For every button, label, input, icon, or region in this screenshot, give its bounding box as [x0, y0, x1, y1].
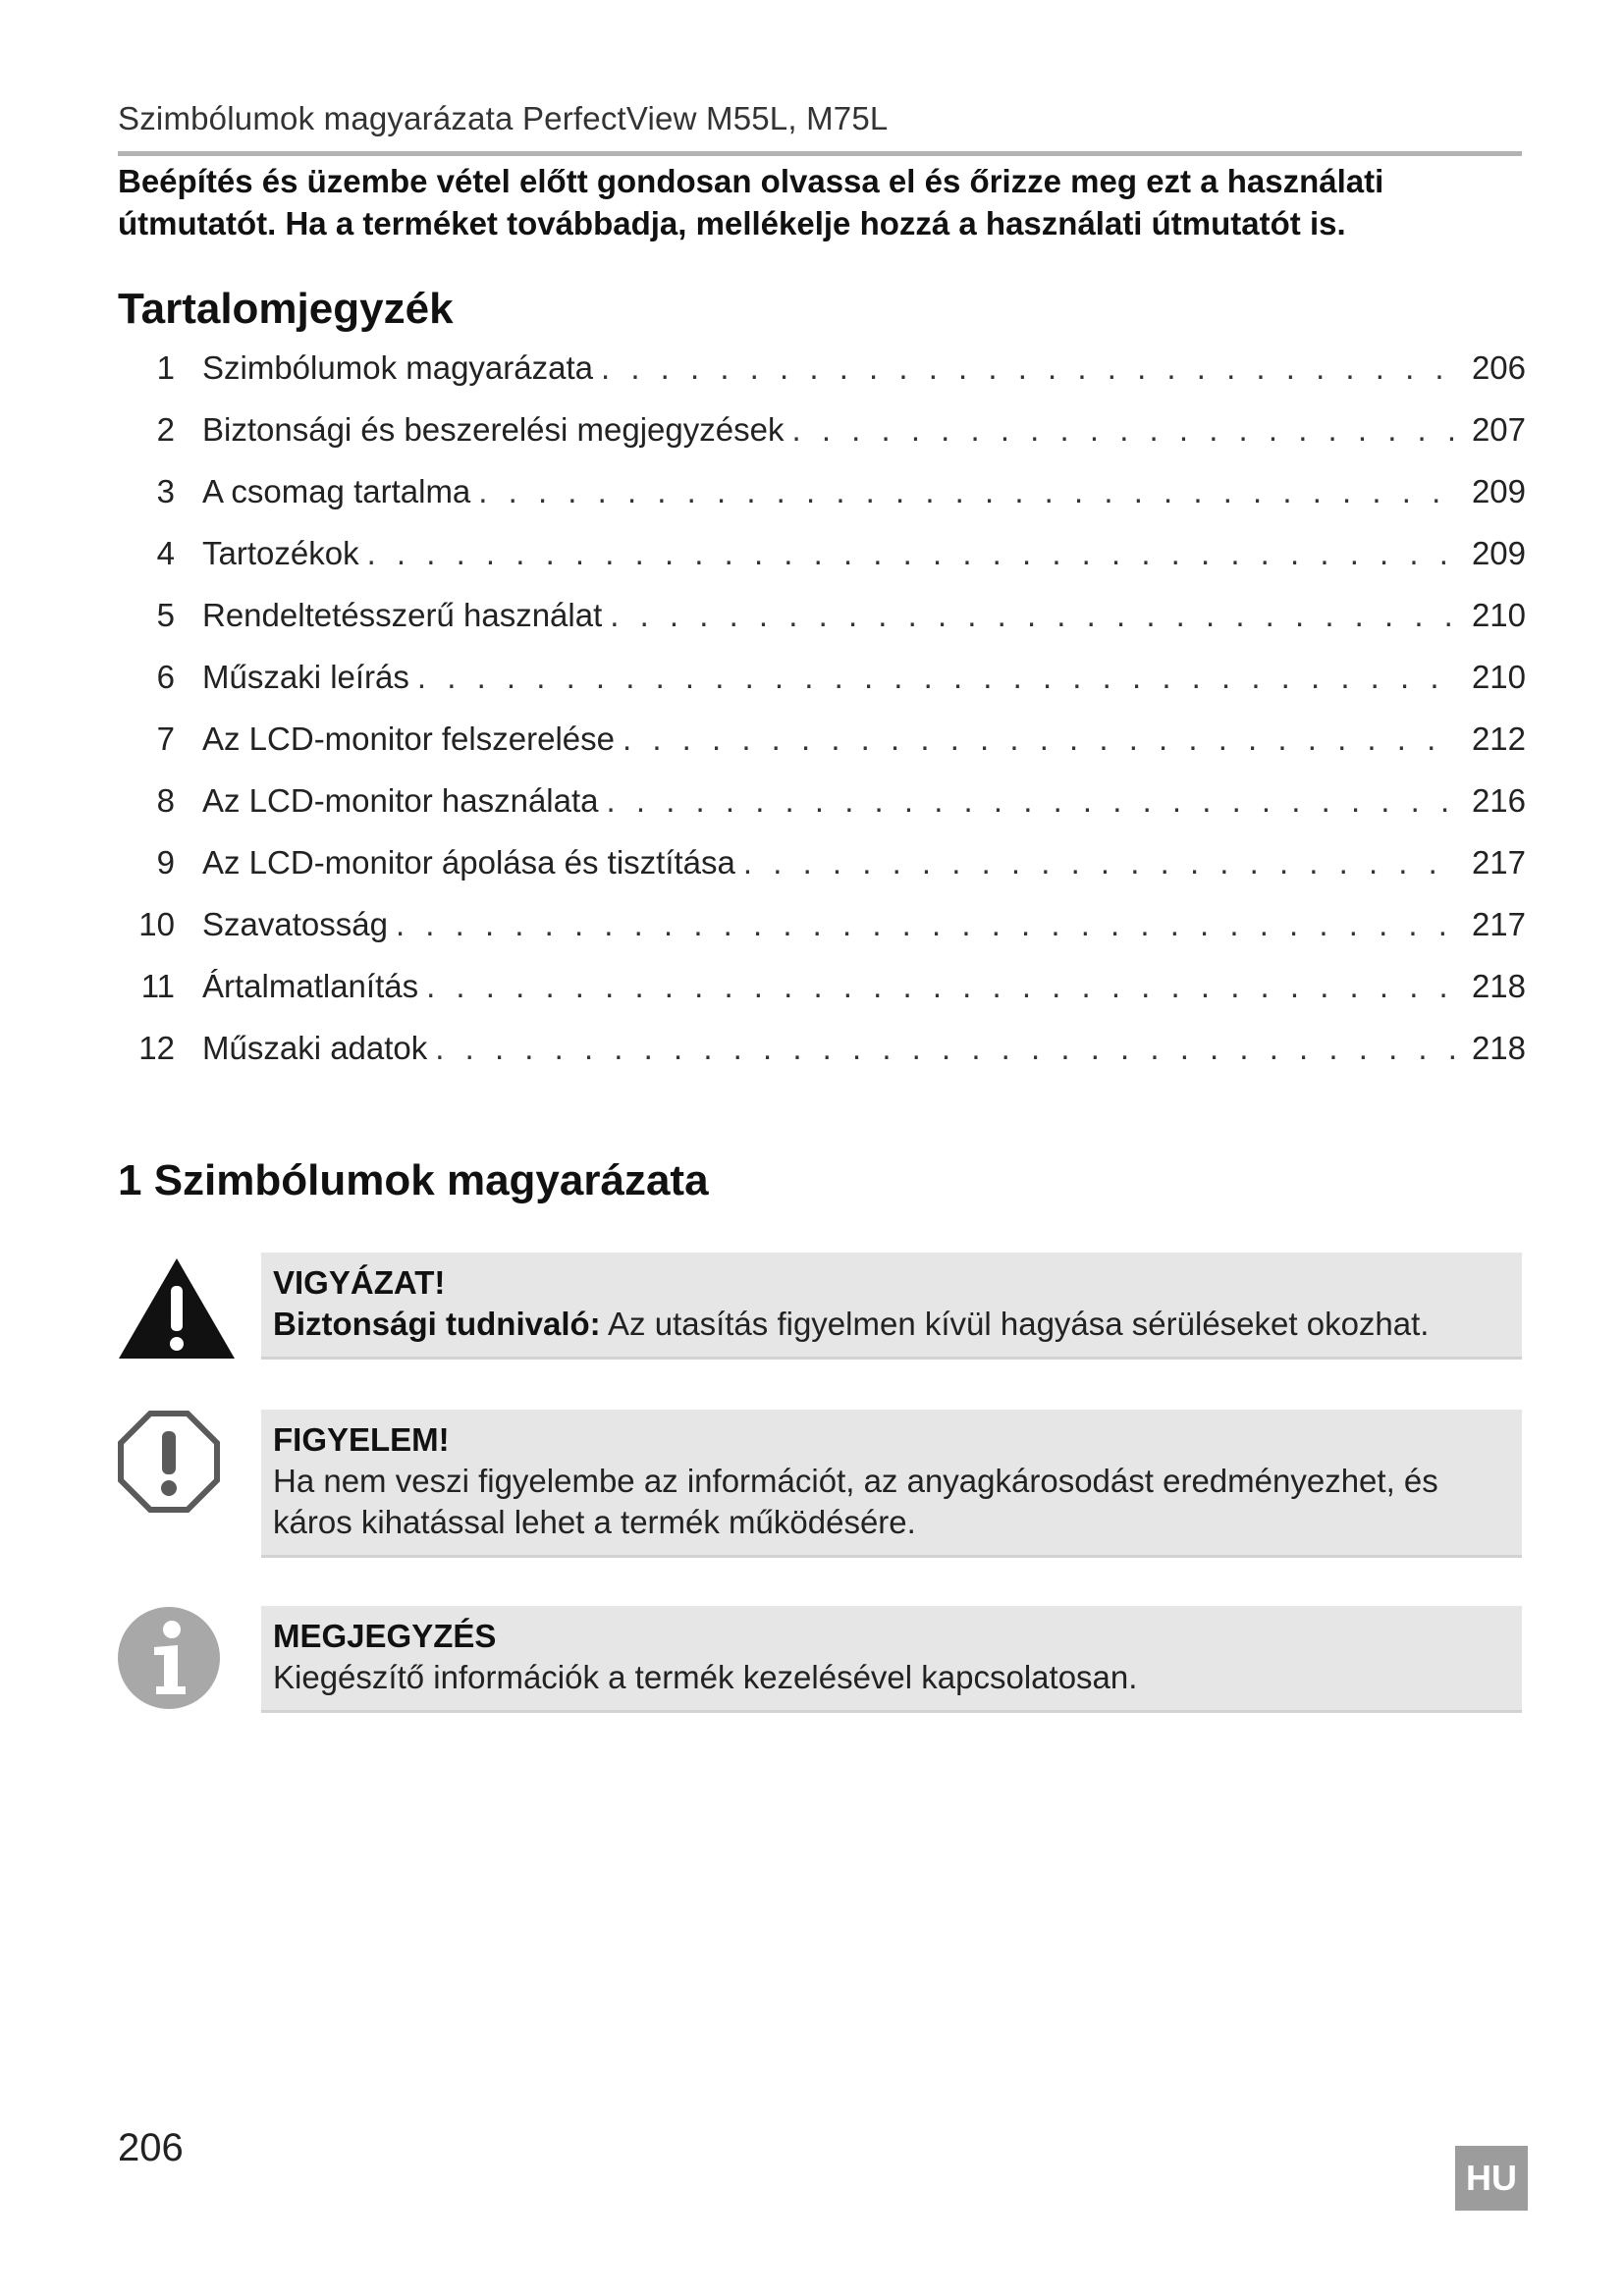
attention-octagon-icon	[117, 1410, 221, 1514]
toc-dot-leader	[601, 349, 1457, 387]
toc-entry-page: 218	[1471, 968, 1526, 1004]
toc-entry[interactable]	[118, 1030, 1526, 1092]
notice-body: Kiegészítő információk a termék kezelésével kapcsolatosan.	[273, 1659, 1138, 1695]
toc-entry-page: 218	[1471, 1030, 1526, 1066]
toc-entry[interactable]	[118, 782, 1526, 844]
notice-title: MEGJEGYZÉS	[273, 1618, 497, 1654]
toc-entry-page: 209	[1471, 473, 1526, 509]
toc-dot-leader	[396, 906, 1457, 943]
caution-notice	[261, 1253, 1522, 1360]
toc-dot-leader	[478, 473, 1457, 510]
toc-entry-number: 12	[138, 1030, 175, 1066]
toc-entry-label: Műszaki leírás	[202, 659, 409, 695]
toc-title: Tartalomjegyzék	[118, 285, 454, 333]
toc-entry-number: 9	[156, 844, 175, 881]
toc-entry-number: 1	[156, 349, 175, 386]
toc-dot-leader	[743, 844, 1457, 881]
toc-entry-number: 7	[156, 721, 175, 757]
notice-body-lead: Biztonsági tudnivaló:	[273, 1306, 601, 1342]
attention-notice	[261, 1410, 1522, 1558]
language-badge: HU	[1455, 2146, 1528, 2211]
toc-entry-label: Biztonsági és beszerelési megjegyzések	[202, 411, 785, 448]
toc-dot-leader	[435, 1030, 1457, 1067]
toc-entry-label: Szavatosság	[202, 906, 388, 942]
header-divider	[118, 151, 1522, 156]
info-circle-icon	[117, 1606, 221, 1710]
toc-entry-number: 3	[156, 473, 175, 509]
notice-title: VIGYÁZAT!	[273, 1264, 446, 1301]
toc-entry-page: 207	[1471, 411, 1526, 448]
toc-dot-leader	[607, 782, 1457, 820]
notice-body-text: Az utasítás figyelmen kívül hagyása sérüléseket okozhat.	[608, 1306, 1430, 1342]
section-heading: 1 Szimbólumok magyarázata	[118, 1156, 709, 1204]
toc-entry-page: 217	[1471, 906, 1526, 942]
toc-entry-label: Rendeltetésszerű használat	[202, 597, 603, 633]
intro-warning-text: Beépítés és üzembe vétel előtt gondosan olvassa el és őrizze meg ezt a használati útmutatót. Ha a terméket továbbadja, mellékelje hozzá a használati útmutatót is.	[118, 163, 1384, 241]
toc-entry[interactable]	[118, 844, 1526, 906]
toc-entry[interactable]	[118, 597, 1526, 659]
toc-entry-label: A csomag tartalma	[202, 473, 471, 509]
notice-title: FIGYELEM!	[273, 1421, 450, 1458]
toc-entry-page: 212	[1471, 721, 1526, 757]
toc-entry-number: 10	[138, 906, 175, 942]
toc-entry[interactable]	[118, 473, 1526, 535]
toc-entry[interactable]	[118, 721, 1526, 782]
table-of-contents	[118, 349, 1526, 1092]
toc-entry-label: Ártalmatlanítás	[202, 968, 419, 1004]
toc-entry-page: 216	[1471, 782, 1526, 819]
toc-entry-page: 209	[1471, 535, 1526, 571]
toc-dot-leader	[426, 968, 1457, 1005]
toc-entry-number: 11	[140, 968, 175, 1004]
toc-dot-leader	[417, 659, 1457, 696]
toc-entry-label: Az LCD-monitor ápolása és tisztítása	[202, 844, 735, 881]
toc-entry[interactable]	[118, 411, 1526, 473]
toc-entry[interactable]	[118, 906, 1526, 968]
toc-entry-number: 4	[156, 535, 175, 571]
note-notice	[261, 1606, 1522, 1713]
toc-entry-page: 210	[1471, 659, 1526, 695]
running-header: Szimbólumok magyarázata PerfectView M55L, M75L	[118, 100, 889, 136]
toc-dot-leader	[367, 535, 1457, 572]
toc-entry-number: 5	[156, 597, 175, 633]
warning-triangle-icon	[117, 1256, 237, 1361]
toc-entry-label: Szimbólumok magyarázata	[202, 349, 593, 386]
toc-entry-label: Az LCD-monitor használata	[202, 782, 599, 819]
toc-entry-number: 2	[156, 411, 175, 448]
toc-entry[interactable]	[118, 349, 1526, 411]
toc-entry[interactable]	[118, 659, 1526, 721]
toc-entry[interactable]	[118, 535, 1526, 597]
toc-entry-label: Műszaki adatok	[202, 1030, 428, 1066]
page-number: 206	[118, 2126, 184, 2169]
toc-entry-page: 206	[1471, 349, 1526, 386]
toc-dot-leader	[623, 721, 1457, 758]
toc-entry-label: Tartozékok	[202, 535, 359, 571]
notice-body: Ha nem veszi figyelembe az információt, az anyagkárosodást eredményezhet, és káros kihatással lehet a termék működésére.	[273, 1463, 1438, 1540]
toc-dot-leader	[791, 411, 1457, 449]
toc-entry-number: 8	[156, 782, 175, 819]
toc-entry-label: Az LCD-monitor felszerelése	[202, 721, 615, 757]
toc-entry-page: 210	[1471, 597, 1526, 633]
notice-body	[273, 1304, 1510, 1345]
toc-dot-leader	[610, 597, 1457, 634]
toc-entry-page: 217	[1471, 844, 1526, 881]
toc-entry-number: 6	[156, 659, 175, 695]
toc-entry[interactable]	[118, 968, 1526, 1030]
